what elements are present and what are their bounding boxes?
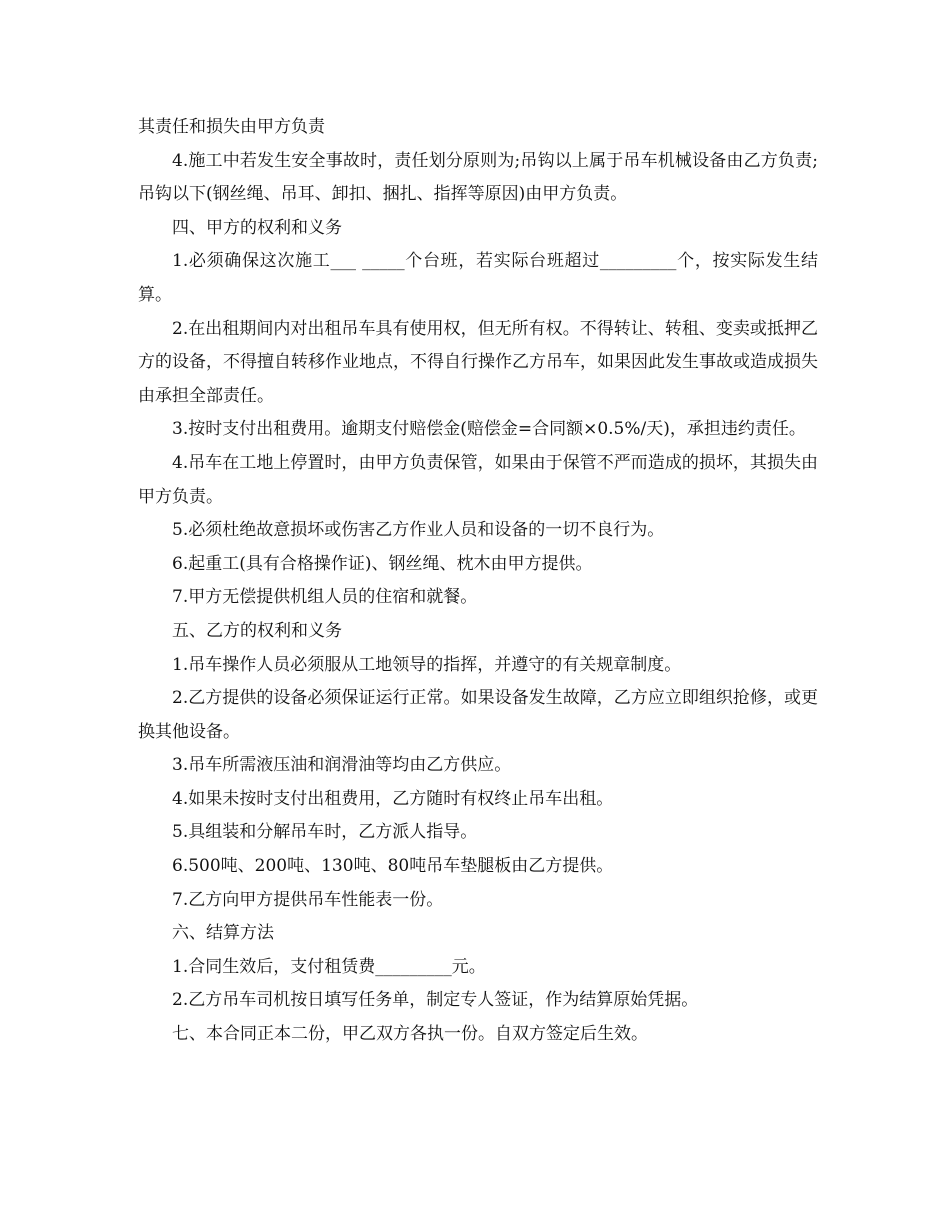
section-heading-party-a-rights: 四、甲方的权利和义务 <box>172 217 342 238</box>
paragraph-party-a-item-1: 1.必须确保这次施工___ _____个台班，若实际台班超过_________个，按实际发生结算。 <box>138 251 818 305</box>
paragraph-party-a-item-5: 5.必须杜绝故意损坏或伤害乙方作业人员和设备的一切不良行为。 <box>172 520 665 541</box>
paragraph-settlement-item-2: 2.乙方吊车司机按日填写任务单，制定专人签证，作为结算原始凭据。 <box>172 990 699 1011</box>
paragraph-party-b-item-2: 2.乙方提供的设备必须保证运行正常。如果设备发生故障，乙方应立即组织抢修，或更换其他设备。 <box>138 688 818 742</box>
paragraph-safety-accident-clause: 4.施工中若发生安全事故时，责任划分原则为;吊钩以上属于吊车机械设备由乙方负责;吊钩以下(钢丝绳、吊耳、卸扣、捆扎、指挥等原因)由甲方负责。 <box>138 150 818 205</box>
paragraph-party-a-item-6: 6.起重工(具有合格操作证)、钢丝绳、枕木由甲方提供。 <box>172 553 593 574</box>
paragraph-party-a-item-3: 3.按时支付出租费用。逾期支付赔偿金(赔偿金=合同额×0.5%/天)，承担违约责任。 <box>172 419 806 440</box>
section-heading-contract-copies: 七、本合同正本二份，甲乙双方各执一份。自双方签定后生效。 <box>172 1024 648 1045</box>
paragraph-party-b-item-3: 3.吊车所需液压油和润滑油等均由乙方供应。 <box>172 755 512 776</box>
paragraph-party-b-item-5: 5.具组装和分解吊车时，乙方派人指导。 <box>172 822 478 843</box>
section-heading-party-b-rights: 五、乙方的权利和义务 <box>172 620 342 641</box>
paragraph-party-a-item-2: 2.在出租期间内对出租吊车具有使用权，但无所有权。不得转让、转租、变卖或抵押乙方的设备，不得擅自转移作业地点，不得自行操作乙方吊车，如果因此发生事故或造成损失由承担全部责任。 <box>138 318 818 406</box>
document-body <box>138 111 818 1052</box>
section-heading-settlement: 六、结算方法 <box>172 923 274 944</box>
paragraph-party-b-item-7: 7.乙方向甲方提供吊车性能表一份。 <box>172 889 444 910</box>
paragraph-party-b-item-1: 1.吊车操作人员必须服从工地领导的指挥，并遵守的有关规章制度。 <box>172 654 682 675</box>
paragraph-responsibility-continuation: 其责任和损失由甲方负责 <box>138 117 325 137</box>
paragraph-settlement-item-1: 1.合同生效后，支付租赁费_________元。 <box>172 956 486 977</box>
paragraph-party-b-item-4: 4.如果未按时支付出租费用，乙方随时有权终止吊车出租。 <box>172 788 614 809</box>
paragraph-party-a-item-4: 4.吊车在工地上停置时，由甲方负责保管，如果由于保管不严而造成的损坏，其损失由甲方负责。 <box>138 452 818 507</box>
paragraph-party-b-item-6: 6.500吨、200吨、130吨、80吨吊车垫腿板由乙方提供。 <box>172 856 614 877</box>
paragraph-party-a-item-7: 7.甲方无偿提供机组人员的住宿和就餐。 <box>172 587 478 608</box>
